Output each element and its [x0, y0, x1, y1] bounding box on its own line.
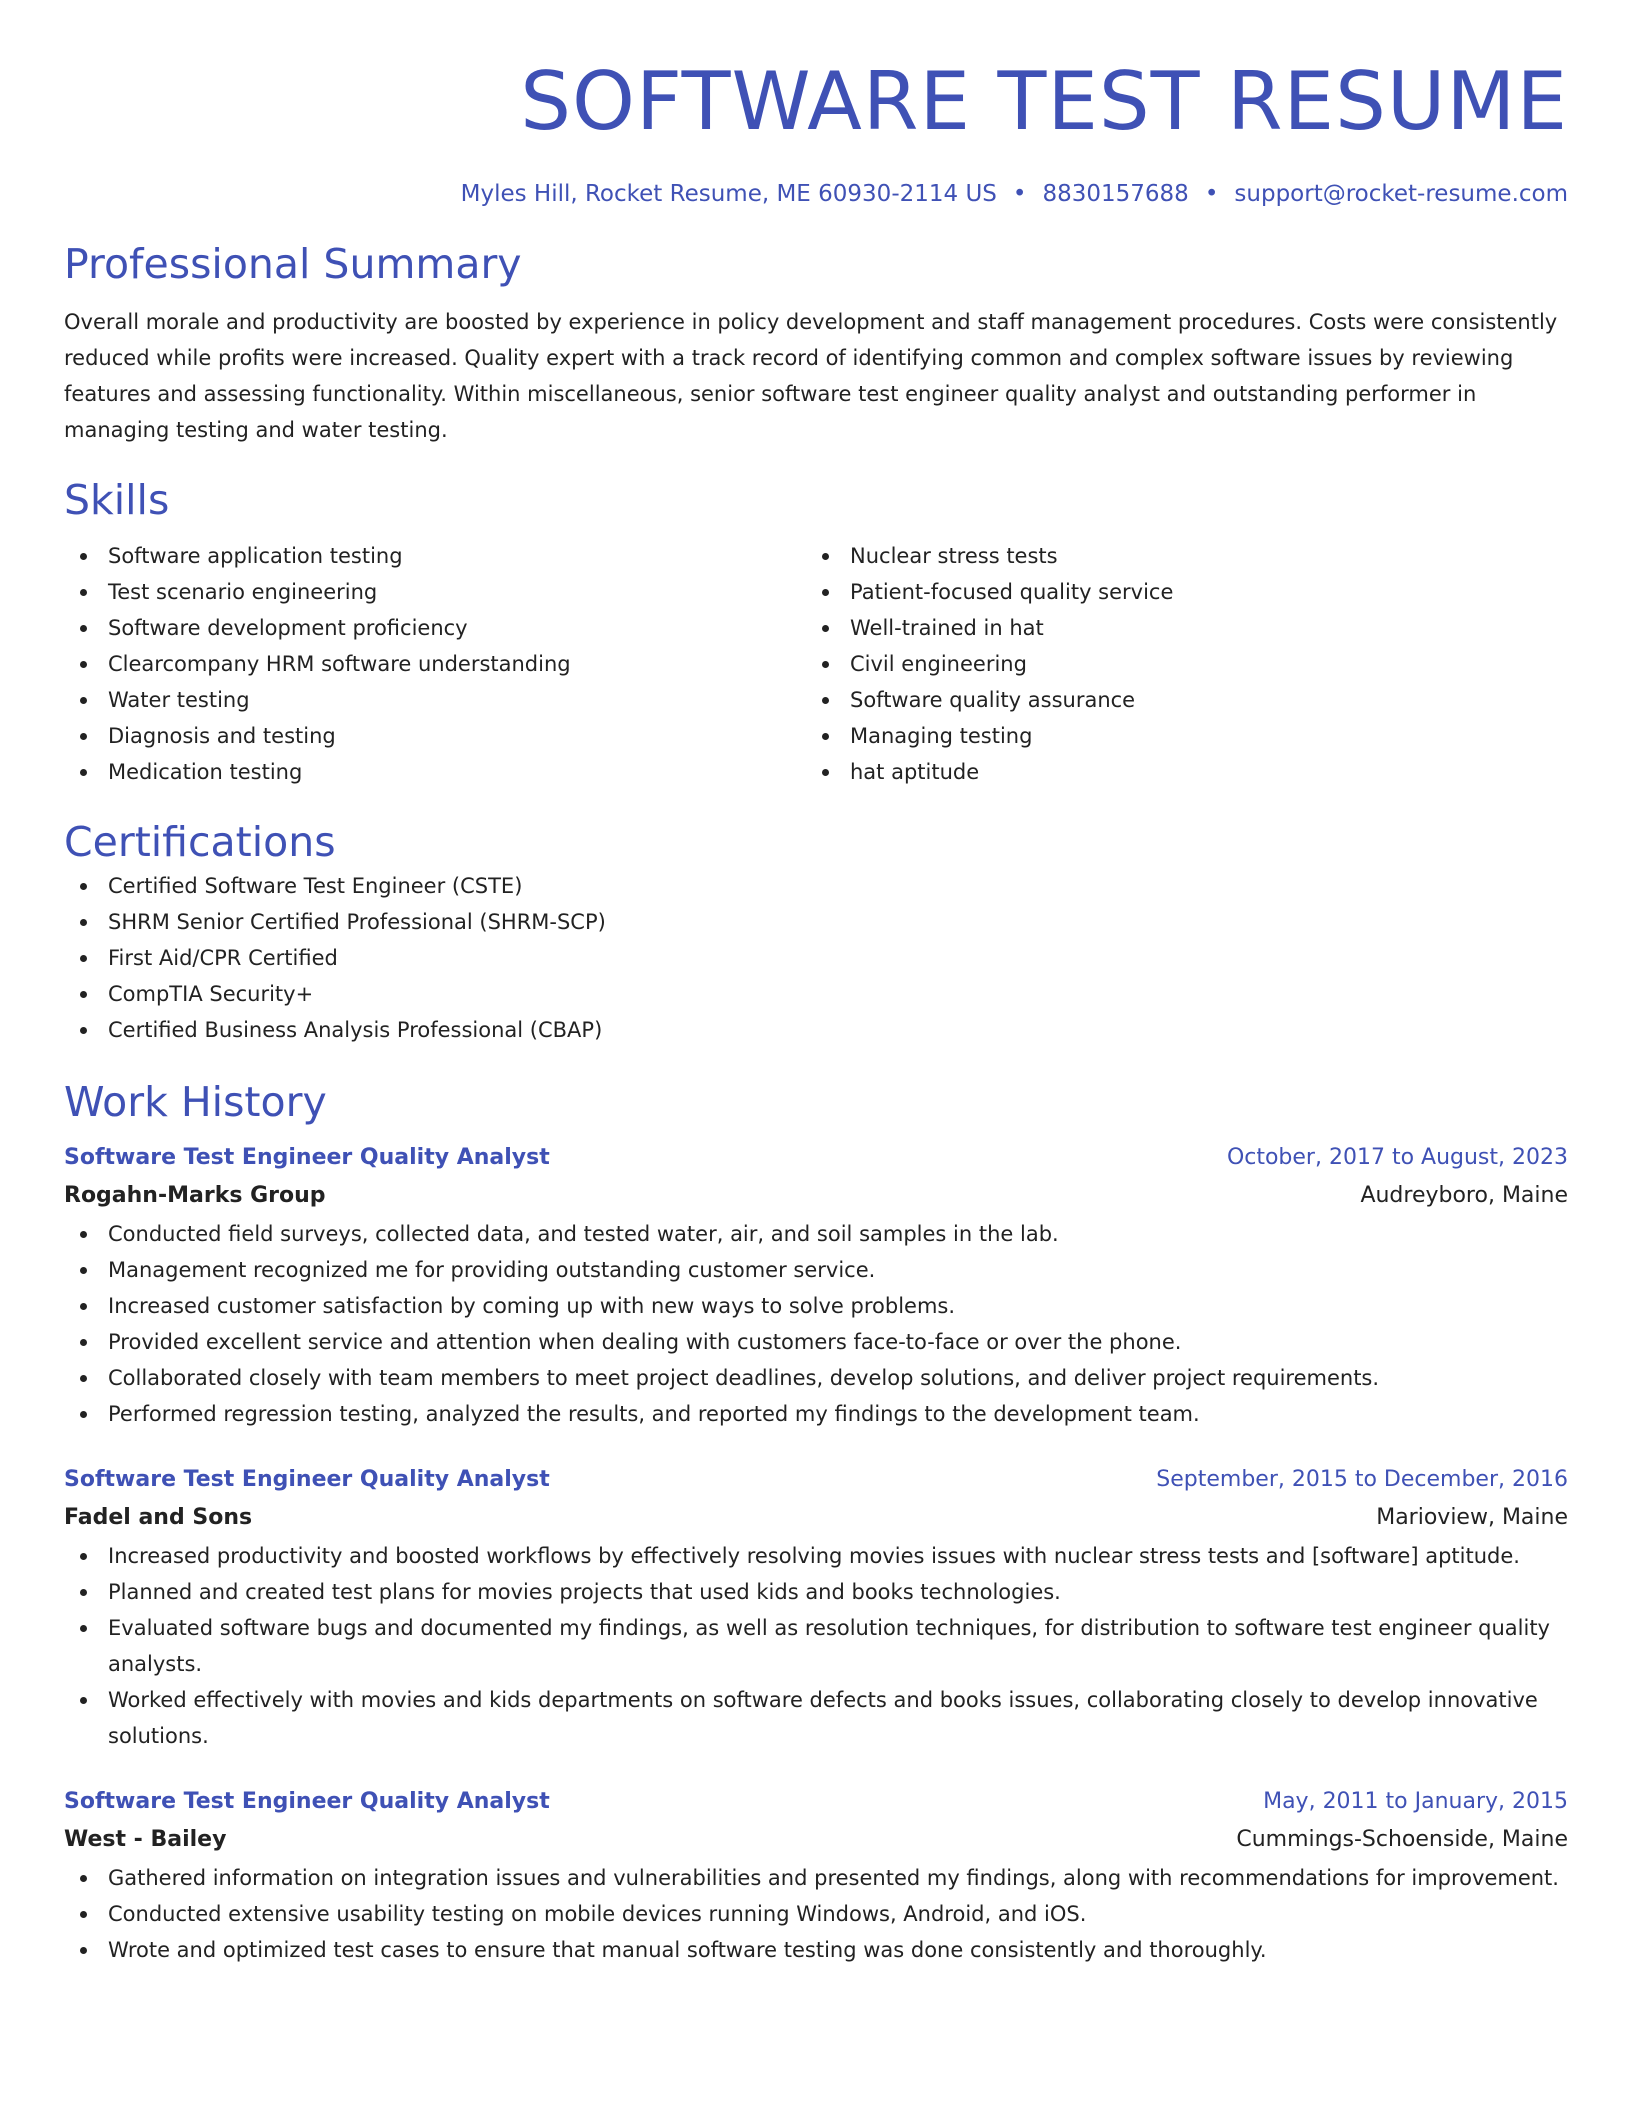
skill-item	[64, 610, 806, 646]
job-bullet	[64, 1216, 1568, 1252]
skill-item	[64, 682, 806, 718]
certification-item	[64, 1012, 1568, 1048]
skill-item	[806, 574, 1548, 610]
job-header-row	[64, 1784, 1568, 1820]
job-bullet-list	[64, 1860, 1568, 1968]
job-bullet	[64, 1610, 1568, 1682]
bullet-dot	[80, 1027, 87, 1034]
contact-address: Myles Hill, Rocket Resume, ME 60930-2114 US	[460, 181, 997, 207]
job-title: Software Test Engineer Quality Analyst	[64, 1467, 550, 1492]
bullet-dot	[80, 697, 87, 704]
skill-item	[806, 646, 1548, 682]
skills-right-list	[806, 538, 1548, 790]
bullet-dot	[822, 661, 829, 668]
job-bullet	[64, 1574, 1568, 1610]
skills-left-column	[64, 538, 806, 790]
job-bullet-text: Provided excellent service and attention when dealing with customers face-to-face or over the phone.	[108, 1330, 1182, 1354]
bullet-dot	[80, 733, 87, 740]
job-bullet	[64, 1252, 1568, 1288]
job-entry	[64, 1140, 1568, 1432]
resume-title: SOFTWARE TEST RESUME	[520, 55, 1568, 148]
bullet-dot	[80, 991, 87, 998]
bullet-dot	[80, 769, 87, 776]
bullet-dot	[80, 625, 87, 632]
skill-item	[64, 538, 806, 574]
skills-right-column	[806, 538, 1548, 790]
bullet-dot	[822, 589, 829, 596]
bullet-dot	[80, 1911, 87, 1918]
job-dates: September, 2015 to December, 2016	[1156, 1467, 1568, 1492]
skill-text: Water testing	[108, 688, 250, 712]
job-header-row	[64, 1462, 1568, 1498]
skill-text: Clearcompany HRM software understanding	[108, 652, 571, 676]
job-bullet-text: Increased customer satisfaction by coming up with new ways to solve problems.	[108, 1294, 956, 1318]
job-bullet-text: Increased productivity and boosted workflows by effectively resolving movies issues with nuclear stress tests and [software] aptitude.	[108, 1544, 1520, 1568]
job-location: Marioview, Maine	[1376, 1505, 1568, 1530]
job-bullet-text: Evaluated software bugs and documented my findings, as well as resolution techniques, for distribution to software test engineer quality analysts.	[108, 1616, 1550, 1676]
job-bullet-text: Wrote and optimized test cases to ensure that manual software testing was done consistently and thoroughly.	[108, 1938, 1267, 1962]
summary-text: Overall morale and productivity are boosted by experience in policy development and staff management procedures. Costs were consistently reduced while profits were increased. Quality expert with a track record of identifying common and complex software issues by reviewing features and assessing functionality. Within miscellaneous, senior software test engineer quality analyst and outstanding performer in managing testing and water testing.	[64, 310, 1558, 442]
job-location: Audreyboro, Maine	[1360, 1183, 1568, 1208]
job-title: Software Test Engineer Quality Analyst	[64, 1145, 550, 1170]
job-bullet-text: Worked effectively with movies and kids departments on software defects and books issues, collaborating closely to develop innovative solutions.	[108, 1688, 1538, 1748]
job-bullet	[64, 1396, 1568, 1432]
job-company-row	[64, 1820, 1568, 1860]
bullet-dot	[80, 661, 87, 668]
certifications-heading: Certifications	[64, 818, 336, 866]
job-bullet-list	[64, 1216, 1568, 1432]
job-bullet	[64, 1288, 1568, 1324]
certification-item	[64, 868, 1568, 904]
bullet-dot	[80, 1697, 87, 1704]
job-company: Rogahn-Marks Group	[64, 1183, 326, 1208]
bullet-dot	[80, 919, 87, 926]
skill-item	[64, 646, 806, 682]
job-dates: October, 2017 to August, 2023	[1226, 1145, 1568, 1170]
job-location: Cummings-Schoenside, Maine	[1236, 1827, 1568, 1852]
certification-item	[64, 904, 1568, 940]
bullet-dot	[80, 1625, 87, 1632]
contact-email[interactable]: support@rocket-resume.com	[1234, 181, 1568, 207]
contact-phone: 8830157688	[1042, 181, 1189, 207]
certification-text: SHRM Senior Certified Professional (SHRM-SCP)	[108, 910, 606, 934]
skill-item	[64, 718, 806, 754]
contact-separator: •	[1012, 181, 1027, 207]
job-bullet-text: Conducted field surveys, collected data, and tested water, air, and soil samples in the lab.	[108, 1222, 1059, 1246]
skill-text: Patient-focused quality service	[850, 580, 1174, 604]
skills-left-list	[64, 538, 806, 790]
resume-page	[64, 0, 1568, 1968]
job-bullet	[64, 1860, 1568, 1896]
bullet-dot	[80, 1303, 87, 1310]
job-bullet	[64, 1896, 1568, 1932]
job-bullet	[64, 1932, 1568, 1968]
job-header-row	[64, 1140, 1568, 1176]
bullet-dot	[80, 1375, 87, 1382]
job-title: Software Test Engineer Quality Analyst	[64, 1789, 550, 1814]
bullet-dot	[822, 697, 829, 704]
bullet-dot	[80, 1411, 87, 1418]
job-bullet-text: Collaborated closely with team members to meet project deadlines, develop solutions, and deliver project requirements.	[108, 1366, 1380, 1390]
job-bullet-text: Management recognized me for providing outstanding customer service.	[108, 1258, 876, 1282]
skill-item	[806, 718, 1548, 754]
bullet-dot	[822, 625, 829, 632]
job-company: Fadel and Sons	[64, 1505, 253, 1530]
contact-line	[64, 178, 1568, 210]
skill-text: Software development proficiency	[108, 616, 468, 640]
job-bullet	[64, 1360, 1568, 1396]
job-bullet	[64, 1324, 1568, 1360]
certification-text: First Aid/CPR Certified	[108, 946, 338, 970]
bullet-dot	[80, 553, 87, 560]
bullet-dot	[822, 553, 829, 560]
skill-text: Civil engineering	[850, 652, 1027, 676]
job-bullet-text: Performed regression testing, analyzed the results, and reported my findings to the development team.	[108, 1402, 1200, 1426]
bullet-dot	[80, 1339, 87, 1346]
skill-item	[64, 574, 806, 610]
bullet-dot	[822, 769, 829, 776]
skill-text: Diagnosis and testing	[108, 724, 336, 748]
bullet-dot	[80, 589, 87, 596]
bullet-dot	[80, 1553, 87, 1560]
skill-text: Well-trained in hat	[850, 616, 1044, 640]
certifications-list	[64, 868, 1568, 1048]
skill-item	[806, 610, 1548, 646]
bullet-dot	[80, 883, 87, 890]
certification-text: CompTIA Security+	[108, 982, 314, 1006]
certification-item	[64, 940, 1568, 976]
job-entry	[64, 1462, 1568, 1754]
skill-text: Managing testing	[850, 724, 1033, 748]
job-bullet-list	[64, 1538, 1568, 1754]
job-entry	[64, 1784, 1568, 1968]
work-history-heading: Work History	[64, 1078, 327, 1126]
skills-heading: Skills	[64, 476, 170, 524]
skill-text: hat aptitude	[850, 760, 980, 784]
skill-text: Test scenario engineering	[108, 580, 378, 604]
bullet-dot	[80, 1947, 87, 1954]
bullet-dot	[822, 733, 829, 740]
bullet-dot	[80, 1875, 87, 1882]
skills-columns	[64, 538, 1568, 790]
certification-text: Certified Software Test Engineer (CSTE)	[108, 874, 523, 898]
certification-item	[64, 976, 1568, 1012]
summary-heading: Professional Summary	[64, 240, 522, 288]
job-bullet	[64, 1538, 1568, 1574]
job-company-row	[64, 1498, 1568, 1538]
bullet-dot	[80, 1267, 87, 1274]
job-company: West - Bailey	[64, 1827, 227, 1852]
skill-item	[64, 754, 806, 790]
skill-text: Nuclear stress tests	[850, 544, 1058, 568]
job-bullet-text: Conducted extensive usability testing on mobile devices running Windows, Android, and iOS.	[108, 1902, 1087, 1926]
skill-item	[806, 754, 1548, 790]
skill-text: Software application testing	[108, 544, 403, 568]
skill-text: Software quality assurance	[850, 688, 1136, 712]
certification-text: Certified Business Analysis Professional (CBAP)	[108, 1018, 603, 1042]
contact-separator: •	[1204, 181, 1219, 207]
job-bullet-text: Gathered information on integration issues and vulnerabilities and presented my findings, along with recommendations for improvement.	[108, 1866, 1559, 1890]
bullet-dot	[80, 1589, 87, 1596]
bullet-dot	[80, 1231, 87, 1238]
bullet-dot	[80, 955, 87, 962]
job-dates: May, 2011 to January, 2015	[1263, 1789, 1568, 1814]
skill-item	[806, 538, 1548, 574]
skill-text: Medication testing	[108, 760, 303, 784]
job-bullet	[64, 1682, 1568, 1754]
job-bullet-text: Planned and created test plans for movies projects that used kids and books technologies.	[108, 1580, 1061, 1604]
job-company-row	[64, 1176, 1568, 1216]
skill-item	[806, 682, 1548, 718]
